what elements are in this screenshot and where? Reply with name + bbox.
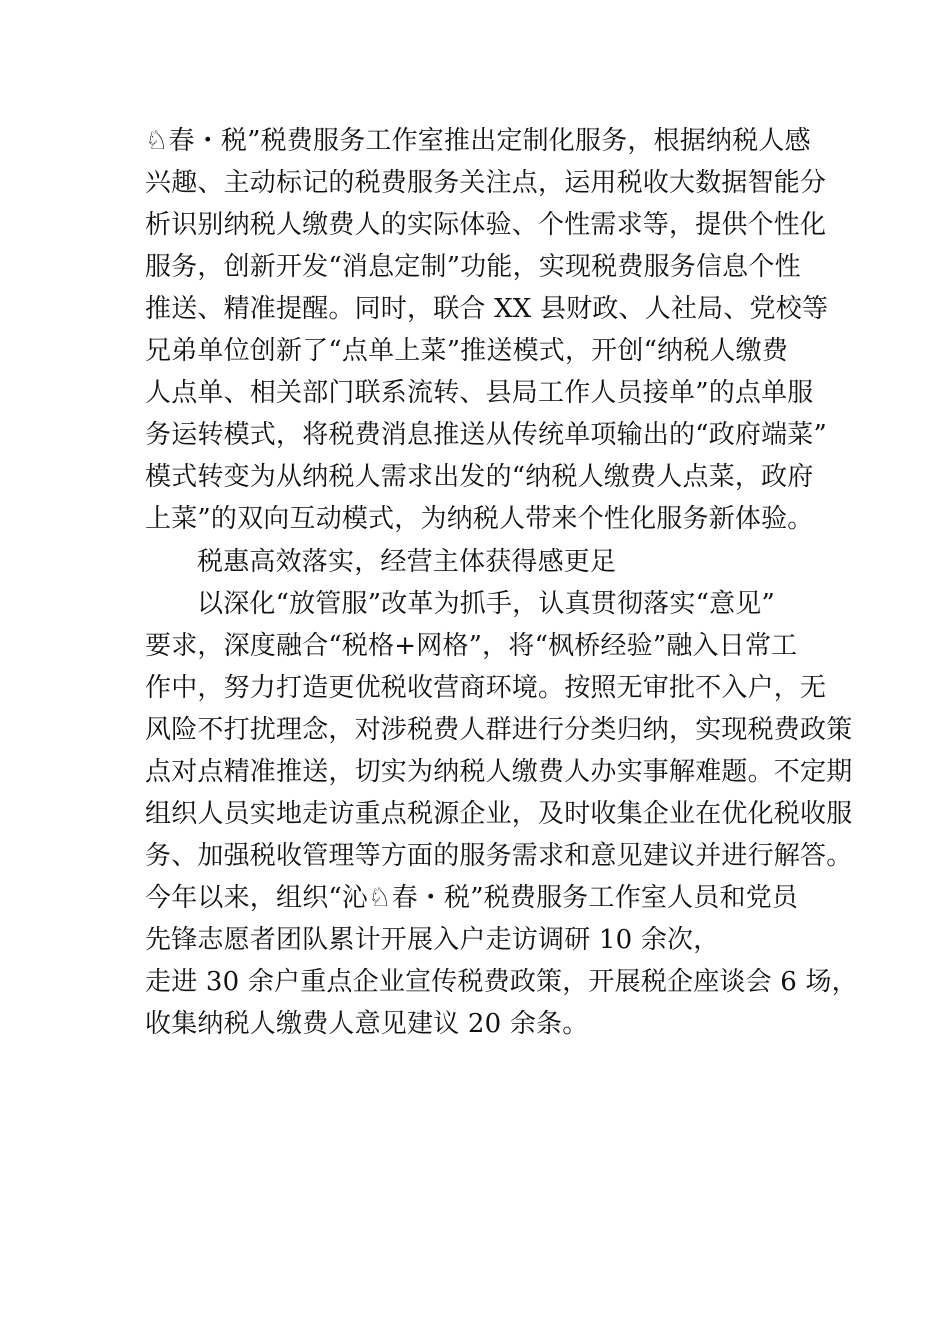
paragraph-2-line-4: 风险不打扰理念，对涉税费人群进行分类归纳，实现税费政策 — [145, 715, 853, 745]
paragraph-2-line-7: 务、加强税收管理等方面的服务需求和意见建议并进行解答。 — [145, 841, 853, 871]
paragraph-1-line-4: 服务，创新开发“消息定制”功能，实现税费服务信息个性 — [145, 252, 801, 282]
paragraph-1-line-7: 人点单、相关部门联系流转、县局工作人员接单”的点单服 — [145, 378, 814, 408]
paragraph-2-line-3: 作中，努力打造更优税收营商环境。按照无审批不入户，无 — [145, 673, 827, 703]
paragraph-1-line-3: 析识别纳税人缴费人的实际体验、个性需求等，提供个性化 — [145, 210, 827, 240]
paragraph-2-line-5: 点对点精准推送，切实为纳税人缴费人办实事解难题。不定期 — [145, 757, 853, 787]
paragraph-2-line-9: 先锋志愿者团队累计开展入户走访调研 10 余次， — [145, 925, 720, 955]
paragraph-2-line-1: 以深化“放管服”改革为抓手，认真贯彻落实“意见” — [197, 589, 775, 619]
paragraph-1-line-1: ♘春・税”税费服务工作室推出定制化服务，根据纳税人感 — [145, 126, 811, 156]
paragraph-2-line-8: 今年以来，组织“沁♘春・税”税费服务工作室人员和党员 — [145, 883, 799, 913]
paragraph-2-line-2: 要求，深度融合“税格+网格”，将“枫桥经验”融入日常工 — [145, 631, 798, 661]
paragraph-1-line-10: 上菜”的双向互动模式，为纳税人带来个性化服务新体验。 — [145, 504, 814, 534]
section-heading: 税惠高效落实，经营主体获得感更足 — [197, 547, 617, 577]
paragraph-1-line-9: 模式转变为从纳税人需求出发的“纳税人缴费人点菜，政府 — [145, 462, 814, 492]
paragraph-2-line-10: 走进 30 余户重点企业宣传税费政策，开展税企座谈会 6 场， — [145, 967, 858, 997]
paragraph-2-line-6: 组织人员实地走访重点税源企业，及时收集企业在优化税收服 — [145, 799, 853, 829]
paragraph-1-line-6: 兄弟单位创新了“点单上菜”推送模式，开创“纳税人缴费 — [145, 336, 789, 366]
paragraph-1-line-5: 推送、精准提醒。同时，联合 XX 县财政、人社局、党校等 — [145, 294, 829, 324]
paragraph-2-line-11: 收集纳税人缴费人意见建议 20 余条。 — [145, 1009, 589, 1039]
paragraph-1-line-2: 兴趣、主动标记的税费服务关注点，运用税收大数据智能分 — [145, 168, 827, 198]
paragraph-1-line-8: 务运转模式，将税费消息推送从传统单项输出的“政府端菜” — [145, 420, 827, 450]
